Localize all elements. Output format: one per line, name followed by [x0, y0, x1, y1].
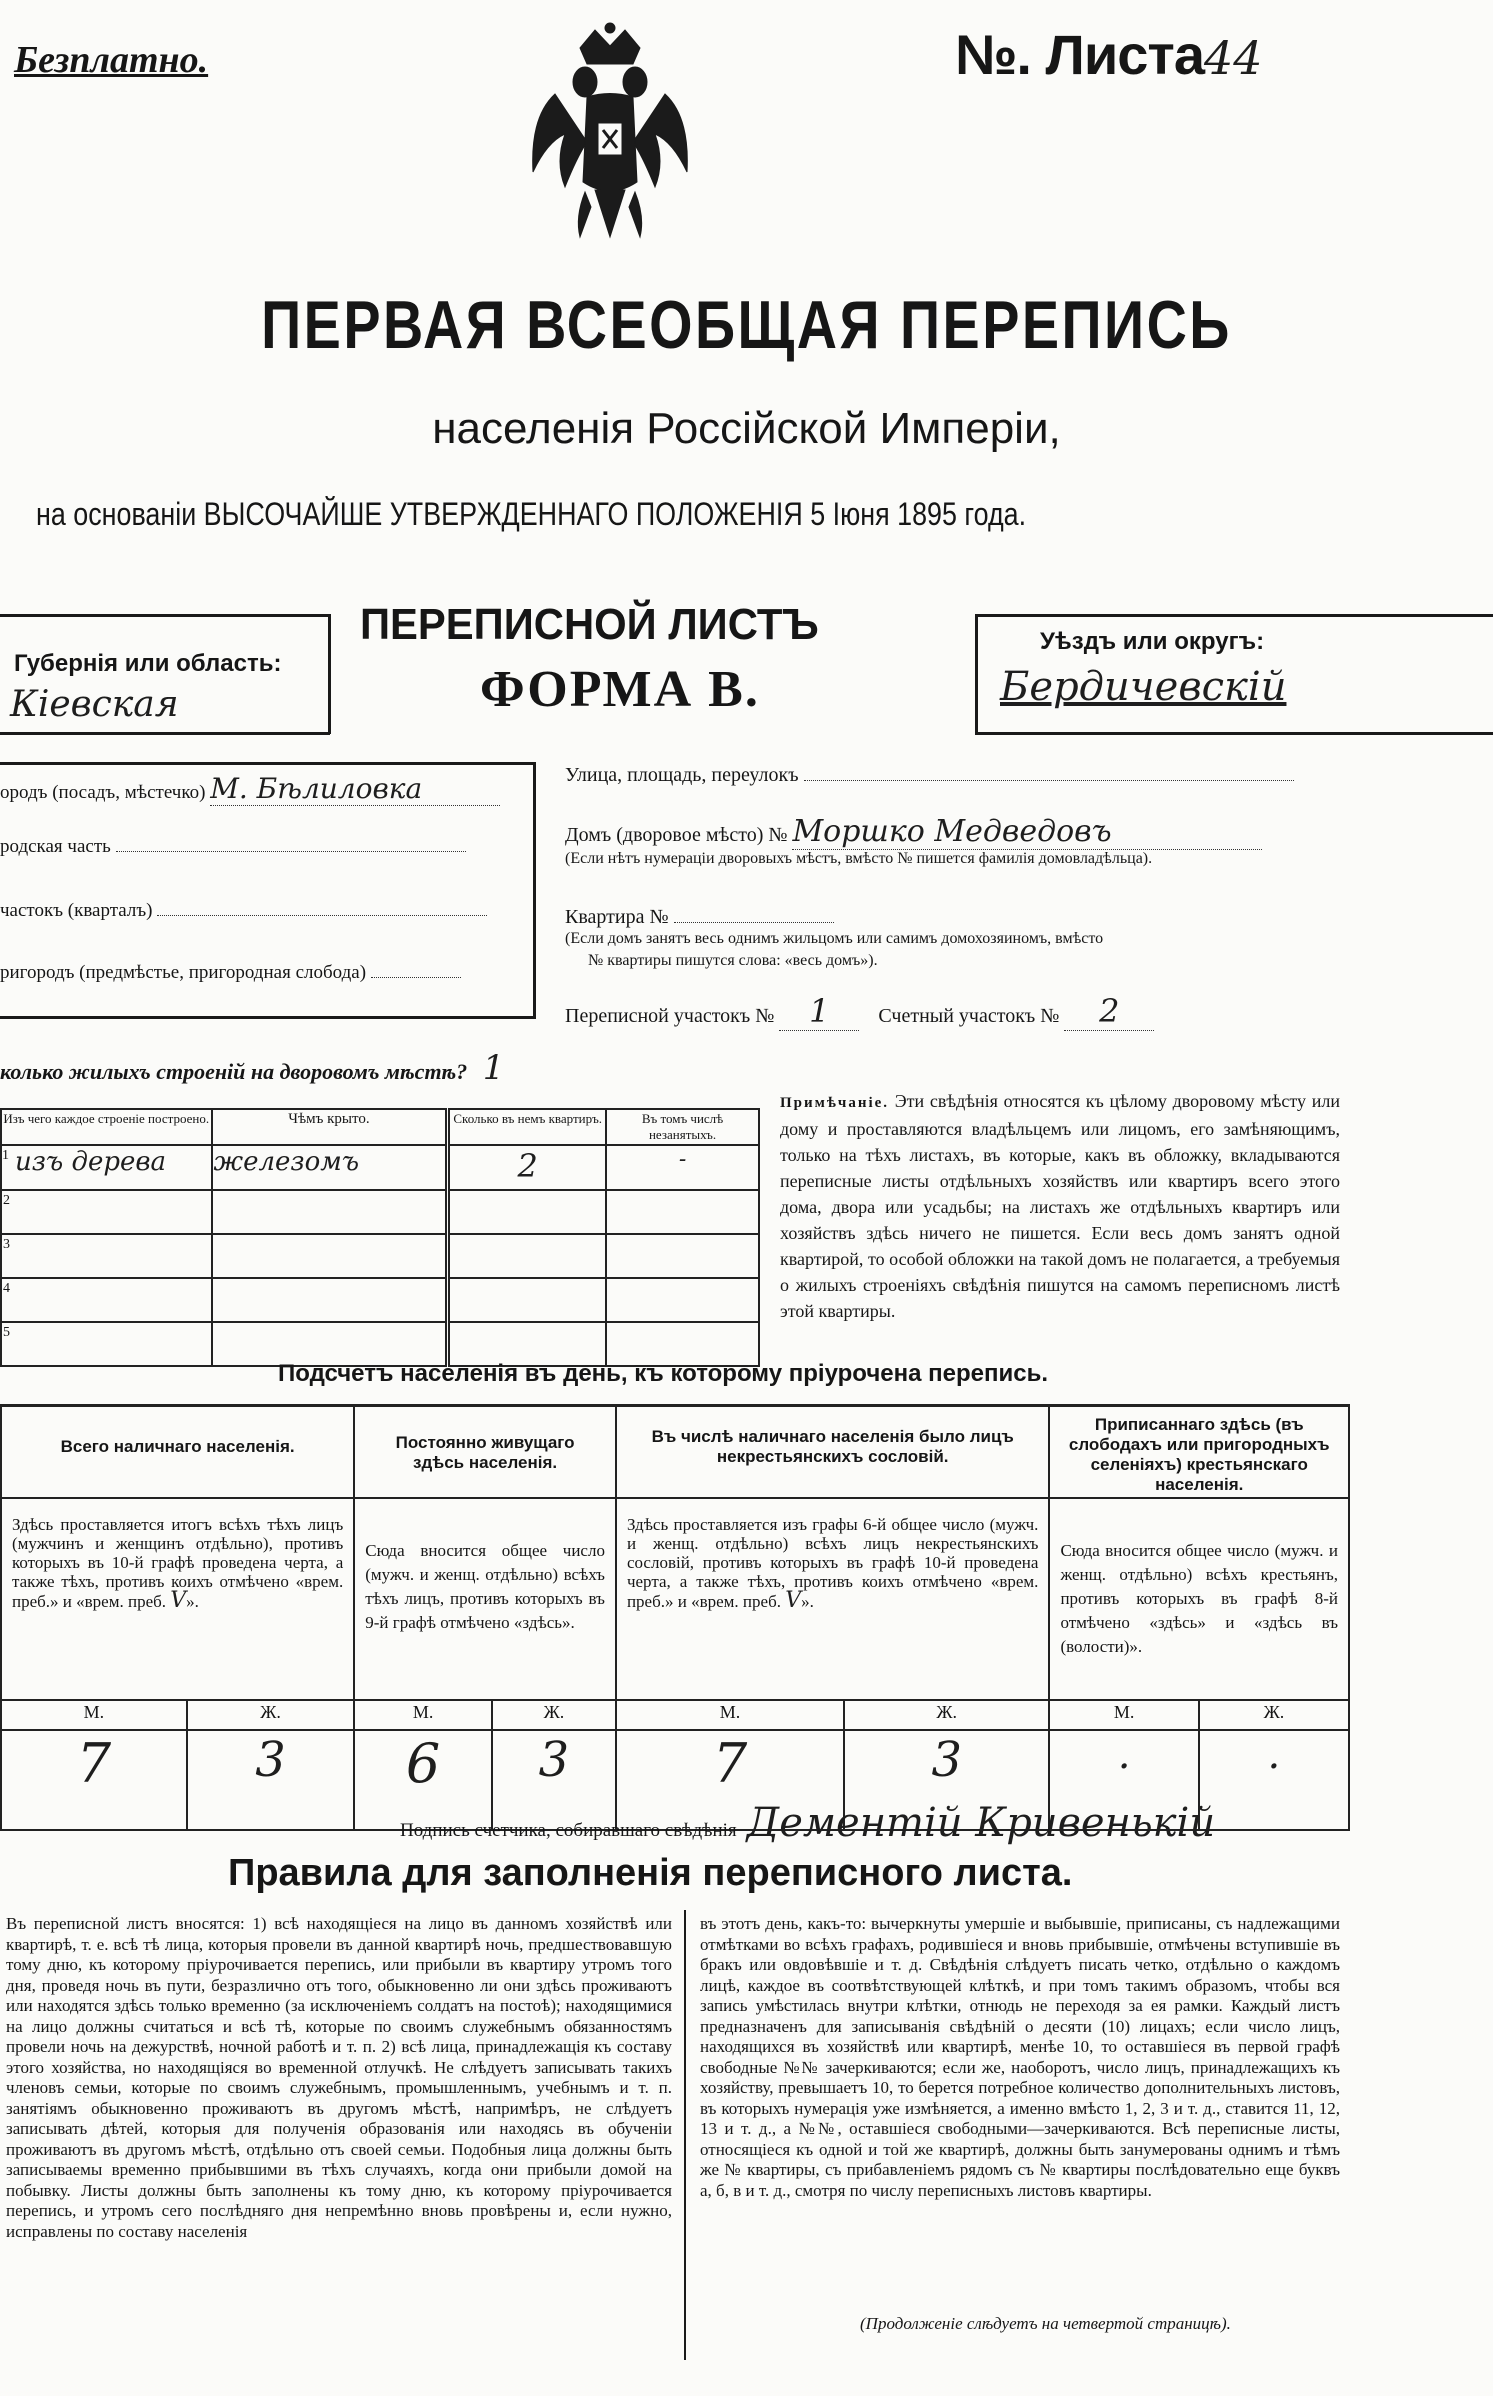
f-header: Ж.: [492, 1700, 616, 1730]
province-value: Кіевская: [10, 684, 179, 725]
apartment-note-1: (Если домъ занятъ весь однимъ жильцомъ или самимъ домохозяиномъ, вмѣсто: [565, 930, 1104, 947]
suburb-label: ригородъ (предмѣстье, пригородная слобода): [0, 962, 367, 983]
f-header: Ж.: [1199, 1700, 1349, 1730]
street-row: [565, 764, 1294, 787]
town-row: [0, 772, 500, 806]
buildings-header-apartments: Сколько въ немъ квартиръ.: [448, 1109, 606, 1145]
buildings-header-material: Изъ чего каждое строеніе построено.: [1, 1109, 212, 1145]
rules-left-column: Въ переписной листъ вносятся: 1) всѣ находящіеся на лицо въ данномъ хозяйствѣ или квартирѣ, т. е. всѣ тѣ лица, которыя провели въ данной квартирѣ ночь, предшествовавшую тому дню, къ которому пріурочивается перепись, или прибыли въ квартиру утромъ того дня, проведя ночь въ пути, безразлично отъ того, обыкновенно ли они здѣсь проживаютъ или находятся здѣсь только временно (за исключеніемъ солдатъ на постоѣ); находящимися на лицо должны считаться и всѣ тѣ, которые по своимъ служебнымъ обязанностямъ провели ночь на дежурствѣ, ночной работѣ и т. п. 2) всѣ лица, принадлежащія къ составу этого хозяйства, но находящіяся во временной отлучкѣ. Не слѣдуетъ записывать такихъ членовъ семьи, которые по своимъ служебнымъ, промышленнымъ, учебнымъ и т. п. занятіямъ обыкновенно проживаютъ въ другомъ мѣстѣ, напримѣръ, не слѣдуетъ записывать дѣтей, которыя для полученія образованія или находясь въ обученіи проживаютъ въ другомъ мѣстѣ, отдѣльно отъ своей семьи. Подобныя лица должны быть записываемы временно прибывшими въ тѣхъ случаяхъ, когда они прибыли домой на побывку. Листы должны быть заполнены къ тому дню, къ которому пріурочивается перепись, и утромъ сего послѣдняго дня непремѣнно вновь провѣрены и, если нужно, исправлены по составу населенія: [6, 1914, 672, 2241]
count-head-nonpeasant: Въ числѣ наличнаго населенія было лицъ некрестьянскихъ сословій.: [616, 1406, 1049, 1498]
precinct-row: [0, 900, 487, 922]
row-number: 5: [3, 1325, 10, 1340]
sheet-number-label: №. Листа: [955, 23, 1204, 86]
precinct-label: частокъ (кварталъ): [0, 900, 153, 921]
district-value: Бердичевскій: [1000, 664, 1287, 710]
buildings-note-text: Эти свѣдѣнія относятся къ цѣлому дворовому мѣсту или дому и проставляются владѣльцемъ или лицомъ, его замѣняющимъ, только на тѣхъ листахъ, въ которые, какъ въ обложку, вкладываются переписные листы отдѣльныхъ хозяйствъ или квартиръ всего этого дома, двора или усадьбы; на листахъ же отдѣльныхъ квартиръ или хозяйствъ здѣсь ничего не пишется. Если весь домъ занятъ одной квартирой, то особой обложки на такой домъ не полагается, а требуемыя о жилыхъ строеніяхъ свѣдѣнія пишутся на самомъ переписномъ листѣ этой квартиры.: [780, 1091, 1340, 1321]
census-title: ПЕРВАЯ ВСЕОБЩАЯ ПЕРЕПИСЬ: [261, 287, 1232, 363]
house-label: Домъ (дворовое мѣсто) №: [565, 824, 788, 846]
buildings-header-vacant: Въ томъ числѣ незанятыхъ.: [606, 1109, 759, 1145]
town-label: ородъ (посадъ, мѣстечко): [0, 782, 206, 803]
town-value: М. Бѣлиловка: [210, 772, 500, 806]
count-head-permanent: Постоянно живущаго здѣсь населенія.: [354, 1406, 616, 1498]
row-number: 4: [3, 1281, 10, 1296]
table-row: [1, 1234, 759, 1278]
count-desc-permanent: Сюда вносится общее число (мужч. и женщ. отдѣльно) всѣхъ тѣхъ лицъ, противъ которыхъ въ 9-й графѣ отмѣчено «здѣсь».: [354, 1498, 616, 1700]
count-desc-total: Здѣсь проставляется итогъ всѣхъ тѣхъ лицъ (мужчинъ и женщинъ отдѣльно), противъ которыхъ въ 10-й графѣ проведена черта, а также тѣхъ, противъ коихъ отмѣчено «врем. преб.» и «врем. преб. V».: [1, 1498, 354, 1700]
town-part-row: [0, 836, 466, 858]
buildings-table: [0, 1108, 760, 1367]
count-peasant-f: .: [1199, 1730, 1349, 1830]
district-label: Уѣздъ или округъ:: [1040, 628, 1265, 655]
population-count-table: [0, 1404, 1350, 1831]
buildings-question: колько жилыхъ строеній на дворовомъ мѣстѣ?: [0, 1059, 468, 1084]
m-header: М.: [354, 1700, 492, 1730]
count-total-f: 3: [187, 1730, 354, 1830]
rules-continued: (Продолженіе слѣдуетъ на четвертой страницѣ).: [860, 2314, 1231, 2333]
form-name: ПЕРЕПИСНОЙ ЛИСТЪ: [360, 600, 819, 649]
town-part-label: родская часть: [0, 836, 111, 857]
rules-title: Правила для заполненія переписного листа.: [228, 1852, 1073, 1894]
apartment-note-2: № квартиры пишутся слова: «весь домъ»).: [588, 952, 878, 969]
apartment-label: Квартира №: [565, 906, 669, 928]
buildings-answer: 1: [482, 1048, 505, 1088]
rules-right-column: въ этотъ день, какъ-то: вычеркнуты умершіе и выбывшіе, приписаны, съ надлежащими отмѣтками во всѣхъ графахъ, родившіеся и вновь прибывшіе, отмѣчены вступившіе въ бракъ или овдовѣвшіе и т. д. Свѣдѣнія слѣдуетъ писать четко, отдѣльно о каждомъ лицѣ, каждое въ соотвѣтствующей клѣткѣ, и при томъ такимъ образомъ, чтобы вся запись умѣстилась внутри клѣтки, отнюдь не переходя за ея рамки. Каждый листъ предназначенъ для записыванія свѣдѣній о десяти (10) лицахъ; если число лицъ, находящихся въ хозяйствѣ или квартирѣ, менѣе 10, то оставшіеся въ первой графѣ свободные №№ зачеркиваются; если же, наоборотъ, число лицъ, принадлежащихъ къ хозяйству, превышаетъ 10, то берется потребное количество дополнительныхъ листовъ, въ которыхъ нумерація уже измѣняется, а именно вмѣсто 1, 2, 3 и т. д., ставится 11, 12, 13 и т. д., а №№, оставшіеся свободными—зачеркиваются. Всѣ переписные листы, относящіеся къ одной и той же квартирѣ, должны быть занумерованы однимъ и тѣмъ же № квартиры, съ прибавленіемъ рядомъ съ № квартиры послѣдовательно еще буквъ а, б, в и т. д., смотря по числу переписныхъ листовъ квартиры.: [700, 1914, 1340, 2200]
province-label: Губернія или область:: [14, 650, 282, 677]
form-type: ФОРМА В.: [480, 661, 760, 718]
f-header: Ж.: [844, 1700, 1049, 1730]
buildings-note-title: Примѣчаніе.: [780, 1095, 890, 1111]
buildings-question-row: [0, 1048, 504, 1088]
buildings-note: [780, 1088, 1340, 1324]
count-peasant-m: .: [1049, 1730, 1198, 1830]
count-head-total: Всего наличнаго населенія.: [1, 1406, 354, 1498]
house-row: [565, 814, 1262, 850]
count-district-value: 2: [1064, 992, 1154, 1031]
f-header: Ж.: [187, 1700, 354, 1730]
count-district-label: Счетный участокъ №: [878, 1005, 1060, 1027]
count-desc-nonpeasant: Здѣсь проставляется изъ графы 6-й общее число (мужч. и женщ. отдѣльно) всѣхъ лицъ некрестьянскихъ сословій, противъ которыхъ въ графѣ 10-й проведена черта, а также тѣхъ, противъ коихъ отмѣчено «врем. преб.» и «врем. преб. V».: [616, 1498, 1049, 1700]
count-title: Подсчетъ населенія въ день, къ которому пріурочена перепись.: [278, 1360, 1048, 1387]
census-basis: на основаніи ВЫСОЧАЙШЕ УТВЕРЖДЕННАГО ПОЛОЖЕНІЯ 5 Іюня 1895 года.: [36, 496, 1027, 532]
count-nonpeasant-f: 3: [844, 1730, 1049, 1830]
street-label: Улица, площадь, переулокъ: [565, 764, 799, 786]
house-note: (Если нѣтъ нумераціи дворовыхъ мѣстъ, вмѣсто № пишется фамилія домовладѣльца).: [565, 850, 1153, 867]
row-number: 3: [3, 1237, 10, 1252]
count-permanent-m: 6: [354, 1730, 492, 1830]
apartment-row: [565, 906, 834, 929]
count-permanent-f: 3: [492, 1730, 616, 1830]
count-nonpeasant-m: 7: [616, 1730, 844, 1830]
sheet-number: [955, 22, 1263, 88]
imperial-eagle-emblem: [525, 22, 695, 252]
house-value: Моршко Медведовъ: [792, 814, 1262, 850]
table-row: [1, 1145, 759, 1190]
districts-row: [565, 992, 1154, 1031]
building-apartments: 2: [517, 1147, 538, 1185]
row-number: 1: [2, 1148, 9, 1163]
count-head-peasant: Приписаннаго здѣсь (въ слободахъ или пригородныхъ селеніяхъ) крестьянскаго населенія.: [1049, 1406, 1349, 1498]
signature-value: Дементій Кривенькій: [746, 1800, 1216, 1846]
count-total-m: 7: [1, 1730, 187, 1830]
buildings-header-roof: Чѣмъ крыто.: [212, 1109, 448, 1145]
signature-label: Подпись счетчика, собиравшаго свѣдѣнія: [400, 1820, 737, 1841]
m-header: М.: [1049, 1700, 1198, 1730]
table-row: [1, 1190, 759, 1234]
sheet-number-value: 44: [1203, 31, 1263, 85]
census-subtitle: населенія Россійской Имперіи,: [432, 404, 1061, 453]
table-row: [1, 1278, 759, 1322]
building-vacant: -: [678, 1147, 687, 1172]
row-number: 2: [3, 1193, 10, 1208]
suburb-row: [0, 962, 461, 984]
m-header: М.: [1, 1700, 187, 1730]
free-label: Безплатно.: [14, 39, 209, 81]
building-roof: железомъ: [213, 1147, 360, 1177]
census-district-value: 1: [779, 992, 859, 1031]
building-material: изъ дерева: [15, 1147, 167, 1177]
census-district-label: Переписной участокъ №: [565, 1005, 775, 1027]
m-header: М.: [616, 1700, 844, 1730]
count-desc-peasant: Сюда вносится общее число (мужч. и женщ. отдѣльно) всѣхъ крестьянъ, противъ которыхъ въ графѣ 8-й отмѣчено «здѣсь» и «здѣсь въ (волости)».: [1049, 1498, 1349, 1700]
signature-row: [400, 1800, 1215, 1846]
